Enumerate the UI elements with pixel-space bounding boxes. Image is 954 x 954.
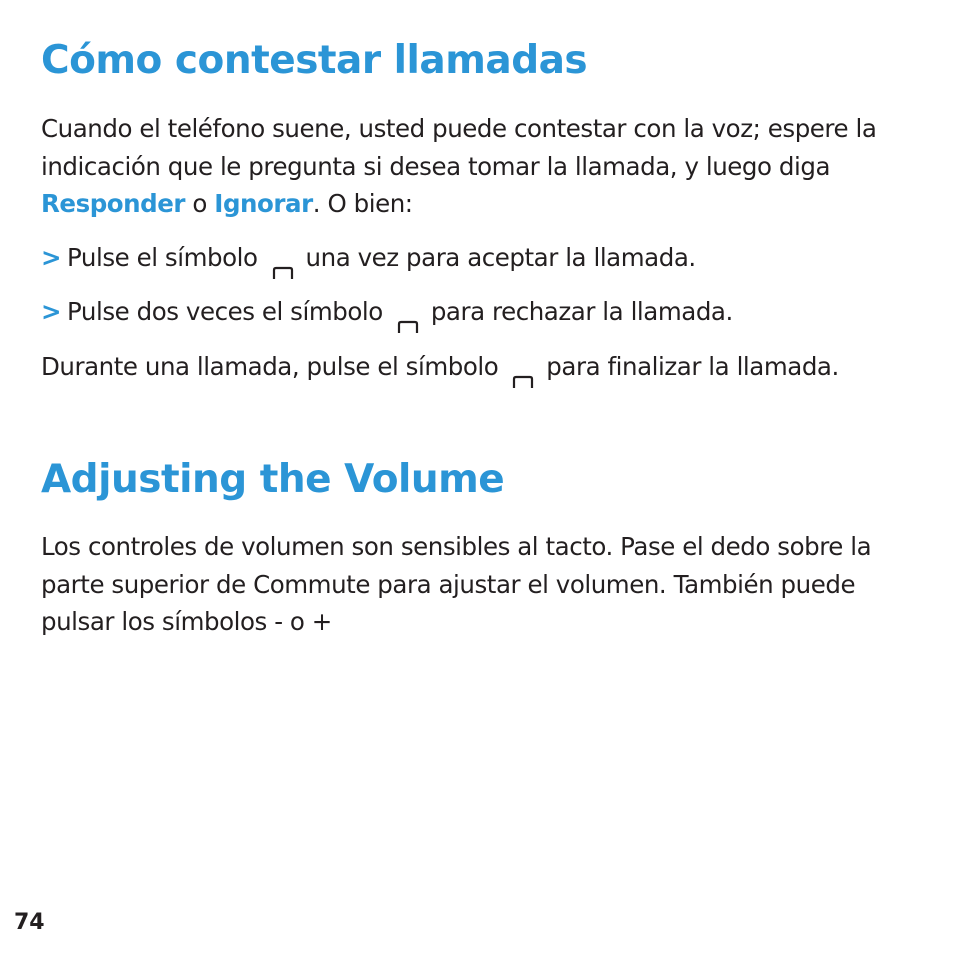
bullet-text-after: una vez para aceptar la llamada. bbox=[305, 243, 696, 272]
intro-text-part1: Cuando el teléfono suene, usted puede contestar con la voz; espere la indicación que le pregunta si desea tomar la llamada, y luego diga bbox=[41, 114, 877, 181]
volume-paragraph: Los controles de volumen son sensibles al tacto. Pase el dedo sobre la parte superior de Commute para ajustar el volumen. También puede pulsar los símbolos - o + bbox=[41, 532, 872, 636]
end-call-text-after: para finalizar la llamada. bbox=[546, 352, 839, 381]
page-number: 74 bbox=[14, 910, 45, 935]
bullet-text-after: para rechazar la llamada. bbox=[430, 297, 733, 326]
end-call-text-before: Durante una llamada, pulse el símbolo bbox=[41, 352, 499, 381]
bullet-text-before: Pulse dos veces el símbolo bbox=[67, 297, 383, 326]
bullet-marker: > bbox=[41, 243, 62, 272]
bullet-marker: > bbox=[41, 297, 62, 326]
bullet-accept-call bbox=[41, 239, 696, 277]
bullet-text-before: Pulse el símbolo bbox=[67, 243, 258, 272]
call-button-icon bbox=[397, 307, 419, 321]
section-title-volume: Adjusting the Volume bbox=[41, 457, 505, 502]
section-title-answering-calls: Cómo contestar llamadas bbox=[41, 38, 588, 83]
keyword-ignorar: Ignorar bbox=[214, 189, 313, 218]
intro-connector: o bbox=[185, 189, 215, 218]
end-call-paragraph bbox=[41, 348, 871, 386]
bullet-reject-call bbox=[41, 293, 733, 331]
call-button-icon bbox=[512, 362, 534, 376]
intro-paragraph bbox=[41, 110, 931, 223]
keyword-responder: Responder bbox=[41, 189, 186, 218]
intro-text-part2: . O bien: bbox=[312, 189, 413, 218]
call-button-icon bbox=[272, 253, 294, 267]
